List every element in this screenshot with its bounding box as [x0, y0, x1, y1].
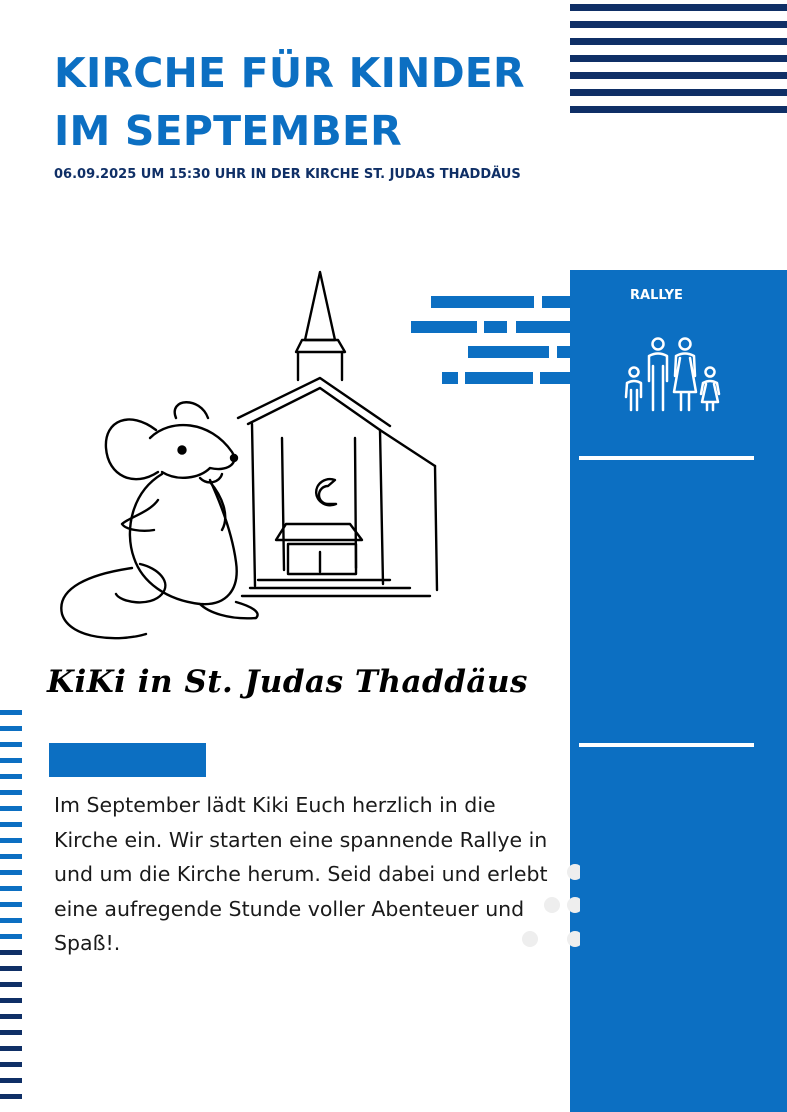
body-paragraph: Im September lädt Kiki Euch herzlich in die Kirche ein. Wir starten eine spannende Rallye in und um die Kirche herum. Seid dabei und erlebt eine aufregende Stunde voller Abenteuer und Spaß!. [54, 793, 548, 955]
sidebar-panel [570, 270, 787, 1112]
accent-bar [49, 743, 206, 777]
event-date-line: 06.09.2025 UM 15:30 UHR IN DER KIRCHE ST. JUDAS THADDÄUS [54, 167, 521, 182]
illustration-caption: KiKi in St. Judas Thaddäus [47, 664, 528, 700]
sidebar-label: RALLYE [630, 288, 683, 303]
decorative-stripes-top [570, 0, 787, 120]
title-line-1: KIRCHE FÜR KINDER [54, 49, 525, 97]
sidebar-divider-1 [579, 456, 754, 460]
family-icon [618, 336, 728, 416]
page-title [54, 44, 525, 160]
title-line-2: IM SEPTEMBER [54, 107, 402, 155]
mouse-and-church-illustration [50, 268, 450, 653]
decorative-dots [520, 862, 580, 952]
decorative-stripes-left [0, 710, 22, 1112]
sidebar-divider-2 [579, 743, 754, 747]
